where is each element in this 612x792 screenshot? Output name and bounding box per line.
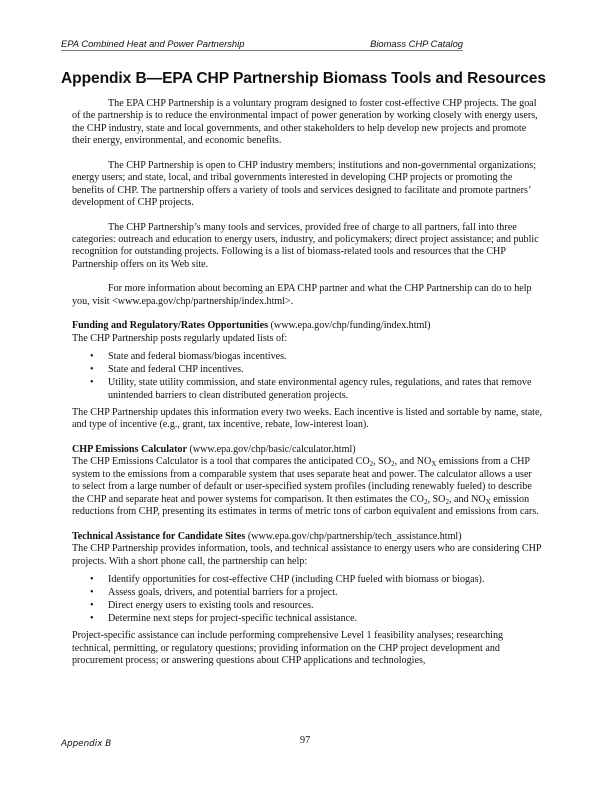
list-item [72, 364, 542, 376]
list-item-text: Determine next steps for project-specific technical assistance. [108, 612, 358, 624]
bullet-icon: • [90, 351, 94, 363]
section-url: (www.epa.gov/chp/funding/index.html) [268, 320, 431, 332]
section-closing: The CHP Partnership updates this information every two weeks. Each incentive is listed and sortable by name, state, and type of incentive (e.g., grant, tax incentive, rebate, low-interest loan). [72, 407, 542, 431]
calc-text: emission reductions from CHP, presenting its estimates in terms of metric tons of carbon equivalent and emissions from cars. [72, 493, 539, 518]
section-url: (www.epa.gov/chp/basic/calculator.html) [186, 444, 356, 456]
subscript: 2 [445, 497, 449, 506]
section-url: (www.epa.gov/chp/partnership/tech_assistance.html) [245, 530, 462, 542]
section-heading: Technical Assistance for Candidate Sites [72, 530, 246, 542]
calc-text: The CHP Emissions Calculator is a tool that compares the anticipated CO [72, 456, 370, 468]
list-item [72, 377, 542, 402]
list-item-text: State and federal CHP incentives. [108, 364, 244, 376]
subscript: 2 [391, 460, 395, 469]
list-item-text: Direct energy users to existing tools and resources. [108, 599, 314, 611]
section-heading-line [72, 531, 542, 568]
section-heading: Funding and Regulatory/Rates Opportunities [72, 320, 269, 332]
calc-text: emissions from a CHP system to the emissions from a comparable system that uses separate heat and power. The calculator allows a user to select from a large number of default or user-specified system profiles (including renewably fueled) to describe the CHP and separate heat and power systems for comparison. It then estimates the CO [72, 456, 532, 505]
list-item [72, 351, 542, 363]
section-calculator [72, 444, 542, 518]
section-technical-assistance [72, 531, 542, 668]
header-left: EPA Combined Heat and Power Partnership [61, 38, 245, 49]
section-heading-line [72, 320, 542, 345]
intro-paragraph: The EPA CHP Partnership is a voluntary program designed to foster cost-effective CHP projects. The goal of the partnership is to reduce the environmental impact of power generation by working closely with energy users, the CHP industry, state and local governments, and other stakeholders to help develop new projects and promote their energy, environmental, and economic benefits. [72, 98, 538, 147]
document-body [72, 98, 542, 680]
footer-section-label: Appendix B [61, 739, 112, 749]
section-paragraph [72, 444, 542, 518]
subscript: 2 [423, 497, 428, 506]
section-lead: The CHP Partnership provides information, tools, and technical assistance to energy users who are considering CHP projects. With a short phone call, the partnership can help: [72, 543, 542, 567]
bullet-icon: • [90, 377, 94, 389]
bullet-icon: • [90, 586, 94, 598]
header-right: Biomass CHP Catalog [370, 38, 463, 49]
list-item-text: Utility, state utility commission, and state environmental agency rules, regulations, and rates that remove unintended barriers to clean distributed generation projects. [108, 377, 532, 401]
bullet-list [72, 351, 542, 402]
bullet-icon: • [90, 612, 94, 624]
bullet-icon: • [90, 573, 94, 585]
list-item-text: Assess goals, drivers, and potential barriers for a project. [108, 586, 338, 598]
intro-paragraph: The CHP Partnership’s many tools and services, provided free of charge to all partners, fall into three categories: outreach and education to energy users, industry, and policymakers; direct project assistance; and public recognition for outstanding projects. Following is a list of biomass-related tools and resources that the CHP Partnership offers on its Web site. [72, 221, 539, 270]
bullet-list [72, 574, 542, 625]
calc-text: , SO [427, 493, 446, 505]
calc-text: , and NO [448, 493, 486, 505]
calc-text: , and NO [394, 456, 432, 468]
subscript: X [431, 460, 437, 469]
calc-text: , SO [373, 456, 392, 468]
bullet-icon: • [90, 364, 94, 376]
list-item [72, 574, 542, 586]
list-item [72, 587, 542, 599]
intro-paragraph: For more information about becoming an EPA CHP partner and what the CHP Partnership can do to help you, visit <www.epa.gov/chp/partnership/index.html>. [72, 283, 532, 307]
list-item-text: Identify opportunities for cost-effective CHP (including CHP fueled with biomass or biogas). [108, 573, 485, 585]
intro-paragraph: The CHP Partnership is open to CHP industry members; institutions and non-governmental organizations; energy users; and state, local, and tribal governments interested in developing CHP projects or promoting the benefits of CHP. The partnership offers a variety of tools and services designed to facilitate and promote partners’ development of CHP projects. [72, 159, 537, 209]
list-item-text: State and federal biomass/biogas incentives. [108, 351, 287, 363]
subscript: X [485, 497, 491, 506]
page-number: 97 [300, 735, 311, 746]
subscript: 2 [369, 460, 374, 469]
bullet-icon: • [90, 599, 94, 611]
list-item [72, 613, 542, 625]
section-heading: CHP Emissions Calculator [72, 444, 187, 456]
section-funding [72, 320, 542, 431]
section-closing: Project-specific assistance can include performing comprehensive Level 1 feasibility analyses; researching technical, permitting, or regulatory questions; providing information on the CHP project development and procurement process; or answering questions about CHP applications and technologies, [72, 630, 504, 667]
section-lead: The CHP Partnership posts regularly updated lists of: [72, 332, 288, 344]
running-header [61, 38, 463, 51]
list-item [72, 600, 542, 612]
page-title: Appendix B—EPA CHP Partnership Biomass Tools and Resources [61, 70, 546, 87]
